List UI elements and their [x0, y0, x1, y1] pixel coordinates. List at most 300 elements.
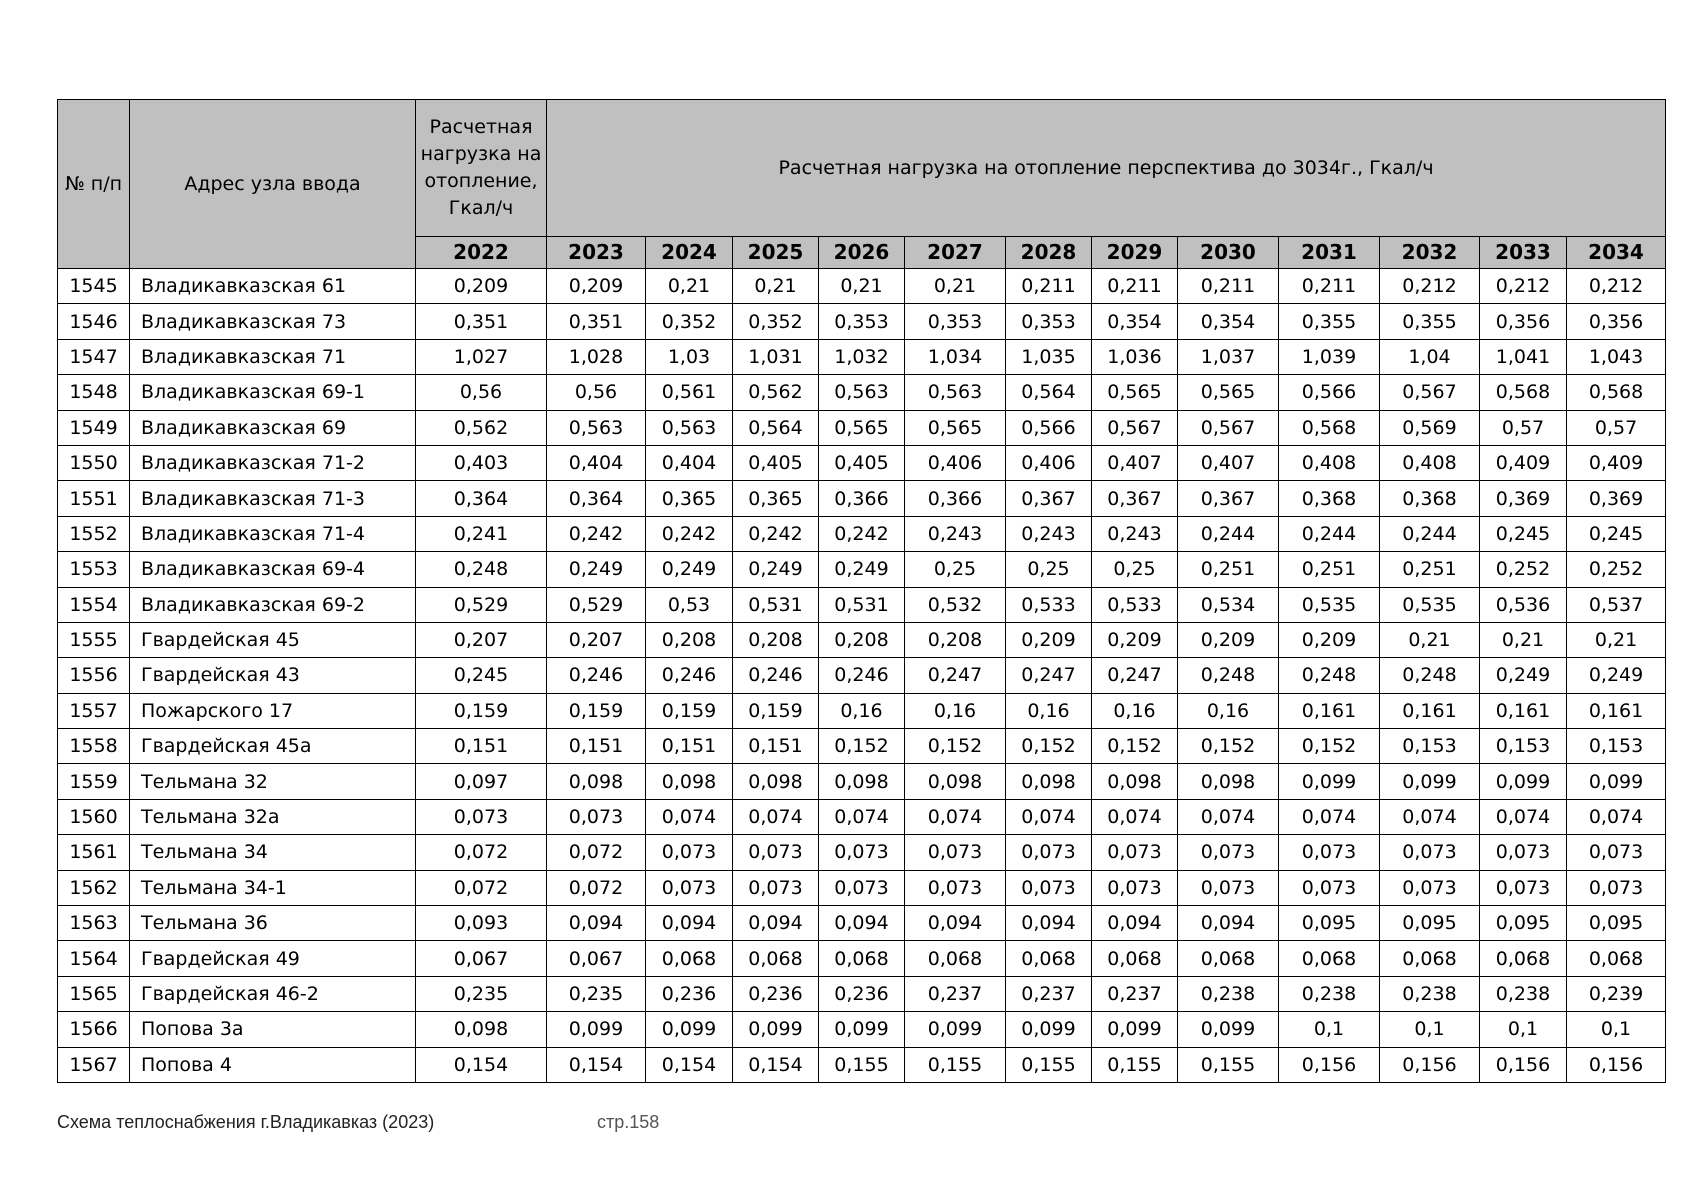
load-value-cell: 0,249 — [733, 552, 819, 587]
load-value-cell: 0,246 — [547, 658, 646, 693]
page-number: стр.158 — [597, 1112, 660, 1132]
load-value-cell: 0,245 — [1480, 516, 1567, 551]
load-value-cell: 0,563 — [646, 410, 733, 445]
load-value-cell: 0,243 — [1092, 516, 1178, 551]
load-value-cell: 0,237 — [1092, 976, 1178, 1011]
load-value-cell: 0,237 — [905, 976, 1006, 1011]
load-value-cell: 0,356 — [1480, 304, 1567, 339]
load-value-cell: 0,369 — [1480, 481, 1567, 516]
row-address: Тельмана 32 — [130, 764, 416, 799]
load-value-cell: 0,094 — [1178, 906, 1279, 941]
load-value-cell: 0,246 — [646, 658, 733, 693]
load-value-cell: 0,098 — [1178, 764, 1279, 799]
load-value-cell: 0,098 — [547, 764, 646, 799]
load-value-cell: 0,211 — [1092, 269, 1178, 304]
table-row — [58, 693, 1666, 728]
load-value-cell: 0,238 — [1480, 976, 1567, 1011]
load-value-cell: 0,244 — [1380, 516, 1480, 551]
load-value-cell: 1,028 — [547, 339, 646, 374]
load-value-cell: 0,073 — [1380, 835, 1480, 870]
header-year: 2027 — [905, 237, 1006, 269]
load-value-cell: 0,532 — [905, 587, 1006, 622]
load-value-cell: 0,161 — [1279, 693, 1380, 728]
load-value-cell: 0,209 — [547, 269, 646, 304]
load-value-cell: 0,16 — [1178, 693, 1279, 728]
load-value-cell: 0,209 — [1279, 622, 1380, 657]
load-value-cell: 1,032 — [819, 339, 905, 374]
header-year: 2025 — [733, 237, 819, 269]
load-value-cell: 0,533 — [1092, 587, 1178, 622]
load-value-cell: 0,068 — [1567, 941, 1666, 976]
load-value-cell: 0,569 — [1380, 410, 1480, 445]
load-value-cell: 0,068 — [646, 941, 733, 976]
table-row — [58, 481, 1666, 516]
load-value-cell: 0,095 — [1380, 906, 1480, 941]
load-value-cell: 0,1 — [1279, 1012, 1380, 1047]
load-value-cell: 0,56 — [547, 375, 646, 410]
load-value-cell: 0,248 — [1380, 658, 1480, 693]
load-value-cell: 0,072 — [547, 870, 646, 905]
load-value-cell: 0,565 — [819, 410, 905, 445]
load-value-cell: 0,073 — [1178, 835, 1279, 870]
load-value-cell: 0,351 — [547, 304, 646, 339]
load-value-cell: 0,251 — [1279, 552, 1380, 587]
load-value-cell: 0,246 — [733, 658, 819, 693]
load-value-cell: 0,073 — [1006, 870, 1092, 905]
load-value-cell: 0,537 — [1567, 587, 1666, 622]
load-value-cell: 0,355 — [1380, 304, 1480, 339]
row-number: 1549 — [58, 410, 130, 445]
table-row — [58, 835, 1666, 870]
load-value-cell: 0,246 — [819, 658, 905, 693]
load-value-cell: 0,068 — [1178, 941, 1279, 976]
load-value-cell: 0,249 — [1567, 658, 1666, 693]
load-value-cell: 0,072 — [416, 835, 547, 870]
load-value-cell: 0,155 — [905, 1047, 1006, 1082]
load-value-cell: 0,1 — [1567, 1012, 1666, 1047]
load-value-cell: 0,073 — [547, 799, 646, 834]
header-year: 2028 — [1006, 237, 1092, 269]
row-address: Владикавказская 69-1 — [130, 375, 416, 410]
load-value-cell: 0,073 — [1480, 835, 1567, 870]
load-value-cell: 0,237 — [1006, 976, 1092, 1011]
load-value-cell: 0,099 — [733, 1012, 819, 1047]
table-row — [58, 622, 1666, 657]
load-value-cell: 1,035 — [1006, 339, 1092, 374]
load-value-cell: 1,037 — [1178, 339, 1279, 374]
load-value-cell: 0,074 — [1380, 799, 1480, 834]
load-value-cell: 0,074 — [1006, 799, 1092, 834]
load-value-cell: 0,238 — [1380, 976, 1480, 1011]
load-value-cell: 0,161 — [1480, 693, 1567, 728]
load-value-cell: 0,567 — [1092, 410, 1178, 445]
table-row — [58, 445, 1666, 480]
load-value-cell: 0,535 — [1380, 587, 1480, 622]
load-value-cell: 0,405 — [819, 445, 905, 480]
load-value-cell: 0,152 — [1092, 729, 1178, 764]
header-current-load: Расчетная нагрузка на отопление, Гкал/ч — [416, 100, 547, 237]
load-value-cell: 0,531 — [819, 587, 905, 622]
row-number: 1554 — [58, 587, 130, 622]
load-value-cell: 0,21 — [819, 269, 905, 304]
load-value-cell: 0,152 — [819, 729, 905, 764]
load-value-cell: 0,073 — [1567, 835, 1666, 870]
load-value-cell: 0,404 — [646, 445, 733, 480]
table-row — [58, 1047, 1666, 1082]
row-number: 1559 — [58, 764, 130, 799]
load-value-cell: 0,366 — [905, 481, 1006, 516]
header-year: 2030 — [1178, 237, 1279, 269]
load-value-cell: 0,567 — [1380, 375, 1480, 410]
load-value-cell: 0,242 — [733, 516, 819, 551]
load-value-cell: 0,072 — [416, 870, 547, 905]
load-value-cell: 0,073 — [1567, 870, 1666, 905]
load-value-cell: 0,242 — [646, 516, 733, 551]
load-value-cell: 0,073 — [1279, 870, 1380, 905]
load-value-cell: 0,095 — [1480, 906, 1567, 941]
load-value-cell: 0,098 — [905, 764, 1006, 799]
load-value-cell: 0,099 — [1567, 764, 1666, 799]
load-value-cell: 0,252 — [1480, 552, 1567, 587]
load-value-cell: 0,236 — [646, 976, 733, 1011]
load-value-cell: 0,239 — [1567, 976, 1666, 1011]
load-value-cell: 0,153 — [1380, 729, 1480, 764]
load-value-cell: 0,073 — [646, 870, 733, 905]
load-value-cell: 1,04 — [1380, 339, 1480, 374]
load-value-cell: 0,068 — [905, 941, 1006, 976]
load-value-cell: 0,566 — [1279, 375, 1380, 410]
load-value-cell: 1,031 — [733, 339, 819, 374]
load-value-cell: 0,209 — [1178, 622, 1279, 657]
load-value-cell: 0,407 — [1178, 445, 1279, 480]
load-value-cell: 0,073 — [1380, 870, 1480, 905]
load-value-cell: 0,155 — [1178, 1047, 1279, 1082]
load-value-cell: 0,565 — [1092, 375, 1178, 410]
load-value-cell: 0,564 — [733, 410, 819, 445]
load-value-cell: 0,252 — [1567, 552, 1666, 587]
load-value-cell: 0,57 — [1567, 410, 1666, 445]
table-row — [58, 304, 1666, 339]
load-value-cell: 0,241 — [416, 516, 547, 551]
load-value-cell: 0,531 — [733, 587, 819, 622]
load-value-cell: 0,099 — [547, 1012, 646, 1047]
load-value-cell: 0,354 — [1092, 304, 1178, 339]
load-value-cell: 0,073 — [733, 835, 819, 870]
row-number: 1560 — [58, 799, 130, 834]
row-address: Владикавказская 71-4 — [130, 516, 416, 551]
load-value-cell: 0,155 — [1092, 1047, 1178, 1082]
load-value-cell: 0,097 — [416, 764, 547, 799]
load-value-cell: 0,209 — [1006, 622, 1092, 657]
row-address: Владикавказская 71 — [130, 339, 416, 374]
load-value-cell: 0,529 — [416, 587, 547, 622]
load-value-cell: 0,209 — [416, 269, 547, 304]
load-value-cell: 0,251 — [1178, 552, 1279, 587]
row-address: Владикавказская 69-4 — [130, 552, 416, 587]
load-value-cell: 0,151 — [547, 729, 646, 764]
table-row — [58, 658, 1666, 693]
load-value-cell: 0,404 — [547, 445, 646, 480]
load-value-cell: 0,074 — [1092, 799, 1178, 834]
load-value-cell: 0,068 — [1480, 941, 1567, 976]
load-value-cell: 0,099 — [1480, 764, 1567, 799]
load-value-cell: 0,16 — [1006, 693, 1092, 728]
load-value-cell: 0,209 — [1092, 622, 1178, 657]
load-value-cell: 0,068 — [1006, 941, 1092, 976]
load-value-cell: 0,242 — [547, 516, 646, 551]
table-row — [58, 799, 1666, 834]
load-value-cell: 0,235 — [416, 976, 547, 1011]
load-value-cell: 0,094 — [733, 906, 819, 941]
row-number: 1567 — [58, 1047, 130, 1082]
load-value-cell: 0,248 — [1178, 658, 1279, 693]
row-number: 1545 — [58, 269, 130, 304]
load-value-cell: 0,211 — [1279, 269, 1380, 304]
row-number: 1548 — [58, 375, 130, 410]
load-value-cell: 0,212 — [1567, 269, 1666, 304]
load-value-cell: 0,56 — [416, 375, 547, 410]
load-value-cell: 0,565 — [905, 410, 1006, 445]
load-value-cell: 0,074 — [1567, 799, 1666, 834]
document-title: Схема теплоснабжения г.Владикавказ (2023) — [57, 1112, 435, 1132]
load-value-cell: 0,353 — [1006, 304, 1092, 339]
load-value-cell: 0,247 — [905, 658, 1006, 693]
load-value-cell: 0,099 — [1279, 764, 1380, 799]
row-number: 1551 — [58, 481, 130, 516]
load-value-cell: 0,155 — [1006, 1047, 1092, 1082]
row-number: 1561 — [58, 835, 130, 870]
load-value-cell: 0,236 — [819, 976, 905, 1011]
load-value-cell: 0,248 — [1279, 658, 1380, 693]
load-value-cell: 0,159 — [416, 693, 547, 728]
header-year: 2022 — [416, 237, 547, 269]
load-value-cell: 1,041 — [1480, 339, 1567, 374]
load-value-cell: 0,068 — [1279, 941, 1380, 976]
load-value-cell: 0,356 — [1567, 304, 1666, 339]
load-value-cell: 0,099 — [1380, 764, 1480, 799]
load-value-cell: 0,534 — [1178, 587, 1279, 622]
load-value-cell: 0,161 — [1380, 693, 1480, 728]
load-value-cell: 0,072 — [547, 835, 646, 870]
load-value-cell: 0,564 — [1006, 375, 1092, 410]
load-value-cell: 0,562 — [733, 375, 819, 410]
load-value-cell: 0,365 — [733, 481, 819, 516]
load-value-cell: 0,159 — [646, 693, 733, 728]
load-value-cell: 0,563 — [547, 410, 646, 445]
load-value-cell: 0,407 — [1092, 445, 1178, 480]
load-value-cell: 0,247 — [1006, 658, 1092, 693]
load-value-cell: 0,208 — [646, 622, 733, 657]
table-row — [58, 976, 1666, 1011]
row-address: Гвардейская 45 — [130, 622, 416, 657]
load-value-cell: 1,036 — [1092, 339, 1178, 374]
load-value-cell: 0,095 — [1279, 906, 1380, 941]
load-value-cell: 0,238 — [1178, 976, 1279, 1011]
load-value-cell: 0,351 — [416, 304, 547, 339]
load-value-cell: 0,098 — [1092, 764, 1178, 799]
load-value-cell: 0,074 — [1178, 799, 1279, 834]
load-value-cell: 0,074 — [1279, 799, 1380, 834]
row-address: Тельмана 34-1 — [130, 870, 416, 905]
row-address: Владикавказская 69 — [130, 410, 416, 445]
load-value-cell: 0,243 — [905, 516, 1006, 551]
row-number: 1563 — [58, 906, 130, 941]
load-value-cell: 0,073 — [1178, 870, 1279, 905]
heat-load-table — [57, 99, 1666, 1083]
row-number: 1557 — [58, 693, 130, 728]
load-value-cell: 0,152 — [905, 729, 1006, 764]
load-value-cell: 0,153 — [1480, 729, 1567, 764]
load-value-cell: 0,567 — [1178, 410, 1279, 445]
load-value-cell: 0,152 — [1178, 729, 1279, 764]
row-address: Гвардейская 43 — [130, 658, 416, 693]
load-value-cell: 0,099 — [1092, 1012, 1178, 1047]
row-address: Владикавказская 73 — [130, 304, 416, 339]
load-value-cell: 0,073 — [819, 835, 905, 870]
load-value-cell: 0,073 — [1006, 835, 1092, 870]
header-year: 2032 — [1380, 237, 1480, 269]
load-value-cell: 0,251 — [1380, 552, 1480, 587]
load-value-cell: 0,208 — [905, 622, 1006, 657]
load-value-cell: 0,409 — [1480, 445, 1567, 480]
table-row — [58, 1012, 1666, 1047]
header-year: 2023 — [547, 237, 646, 269]
table-row — [58, 410, 1666, 445]
load-value-cell: 0,568 — [1279, 410, 1380, 445]
load-value-cell: 0,068 — [1092, 941, 1178, 976]
load-value-cell: 0,094 — [646, 906, 733, 941]
load-value-cell: 0,354 — [1178, 304, 1279, 339]
load-value-cell: 0,16 — [1092, 693, 1178, 728]
load-value-cell: 0,073 — [733, 870, 819, 905]
load-value-cell: 0,093 — [416, 906, 547, 941]
table-row — [58, 339, 1666, 374]
row-address: Попова 3а — [130, 1012, 416, 1047]
load-value-cell: 0,099 — [1006, 1012, 1092, 1047]
row-address: Гвардейская 49 — [130, 941, 416, 976]
row-address: Владикавказская 61 — [130, 269, 416, 304]
header-perspective-load: Расчетная нагрузка на отопление перспектива до 3034г., Гкал/ч — [547, 100, 1666, 237]
load-value-cell: 0,211 — [1006, 269, 1092, 304]
load-value-cell: 0,364 — [547, 481, 646, 516]
load-value-cell: 0,529 — [547, 587, 646, 622]
row-address: Владикавказская 71-2 — [130, 445, 416, 480]
heat-load-table-container — [57, 99, 1665, 1083]
load-value-cell: 0,155 — [819, 1047, 905, 1082]
row-address: Гвардейская 46-2 — [130, 976, 416, 1011]
load-value-cell: 0,094 — [819, 906, 905, 941]
table-row — [58, 870, 1666, 905]
load-value-cell: 0,57 — [1480, 410, 1567, 445]
load-value-cell: 0,367 — [1178, 481, 1279, 516]
load-value-cell: 0,369 — [1567, 481, 1666, 516]
load-value-cell: 0,099 — [1178, 1012, 1279, 1047]
load-value-cell: 0,067 — [416, 941, 547, 976]
load-value-cell: 0,568 — [1480, 375, 1567, 410]
row-number: 1555 — [58, 622, 130, 657]
load-value-cell: 0,406 — [905, 445, 1006, 480]
load-value-cell: 0,074 — [819, 799, 905, 834]
load-value-cell: 0,535 — [1279, 587, 1380, 622]
load-value-cell: 0,21 — [1567, 622, 1666, 657]
load-value-cell: 0,151 — [646, 729, 733, 764]
load-value-cell: 0,095 — [1567, 906, 1666, 941]
load-value-cell: 0,094 — [1092, 906, 1178, 941]
header-address: Адрес узла ввода — [130, 100, 416, 269]
load-value-cell: 0,16 — [819, 693, 905, 728]
table-row — [58, 729, 1666, 764]
load-value-cell: 0,536 — [1480, 587, 1567, 622]
load-value-cell: 0,249 — [547, 552, 646, 587]
load-value-cell: 0,235 — [547, 976, 646, 1011]
header-year: 2034 — [1567, 237, 1666, 269]
load-value-cell: 0,25 — [1006, 552, 1092, 587]
load-value-cell: 0,367 — [1006, 481, 1092, 516]
table-row — [58, 941, 1666, 976]
load-value-cell: 0,242 — [819, 516, 905, 551]
table-row — [58, 269, 1666, 304]
load-value-cell: 0,533 — [1006, 587, 1092, 622]
load-value-cell: 0,073 — [1480, 870, 1567, 905]
load-value-cell: 0,25 — [1092, 552, 1178, 587]
load-value-cell: 0,152 — [1006, 729, 1092, 764]
load-value-cell: 0,367 — [1092, 481, 1178, 516]
load-value-cell: 0,154 — [547, 1047, 646, 1082]
load-value-cell: 0,368 — [1380, 481, 1480, 516]
load-value-cell: 0,159 — [733, 693, 819, 728]
load-value-cell: 0,563 — [905, 375, 1006, 410]
table-row — [58, 906, 1666, 941]
row-address: Тельмана 32а — [130, 799, 416, 834]
load-value-cell: 0,068 — [819, 941, 905, 976]
load-value-cell: 0,352 — [646, 304, 733, 339]
load-value-cell: 0,098 — [1006, 764, 1092, 799]
row-number: 1552 — [58, 516, 130, 551]
load-value-cell: 0,409 — [1567, 445, 1666, 480]
load-value-cell: 0,368 — [1279, 481, 1380, 516]
load-value-cell: 0,364 — [416, 481, 547, 516]
load-value-cell: 0,245 — [1567, 516, 1666, 551]
load-value-cell: 0,408 — [1380, 445, 1480, 480]
load-value-cell: 0,073 — [819, 870, 905, 905]
load-value-cell: 0,21 — [646, 269, 733, 304]
load-value-cell: 0,408 — [1279, 445, 1380, 480]
load-value-cell: 0,561 — [646, 375, 733, 410]
load-value-cell: 0,249 — [646, 552, 733, 587]
load-value-cell: 0,074 — [1480, 799, 1567, 834]
load-value-cell: 0,238 — [1279, 976, 1380, 1011]
row-address: Тельмана 36 — [130, 906, 416, 941]
load-value-cell: 0,211 — [1178, 269, 1279, 304]
load-value-cell: 0,566 — [1006, 410, 1092, 445]
table-row — [58, 587, 1666, 622]
load-value-cell: 0,098 — [819, 764, 905, 799]
load-value-cell: 0,099 — [819, 1012, 905, 1047]
load-value-cell: 1,03 — [646, 339, 733, 374]
header-num: № п/п — [58, 100, 130, 269]
header-year: 2033 — [1480, 237, 1567, 269]
load-value-cell: 0,1 — [1480, 1012, 1567, 1047]
row-address: Гвардейская 45а — [130, 729, 416, 764]
table-header — [58, 100, 1666, 269]
load-value-cell: 0,154 — [646, 1047, 733, 1082]
load-value-cell: 0,067 — [547, 941, 646, 976]
row-number: 1566 — [58, 1012, 130, 1047]
load-value-cell: 0,074 — [646, 799, 733, 834]
row-number: 1547 — [58, 339, 130, 374]
load-value-cell: 0,156 — [1279, 1047, 1380, 1082]
load-value-cell: 0,074 — [733, 799, 819, 834]
